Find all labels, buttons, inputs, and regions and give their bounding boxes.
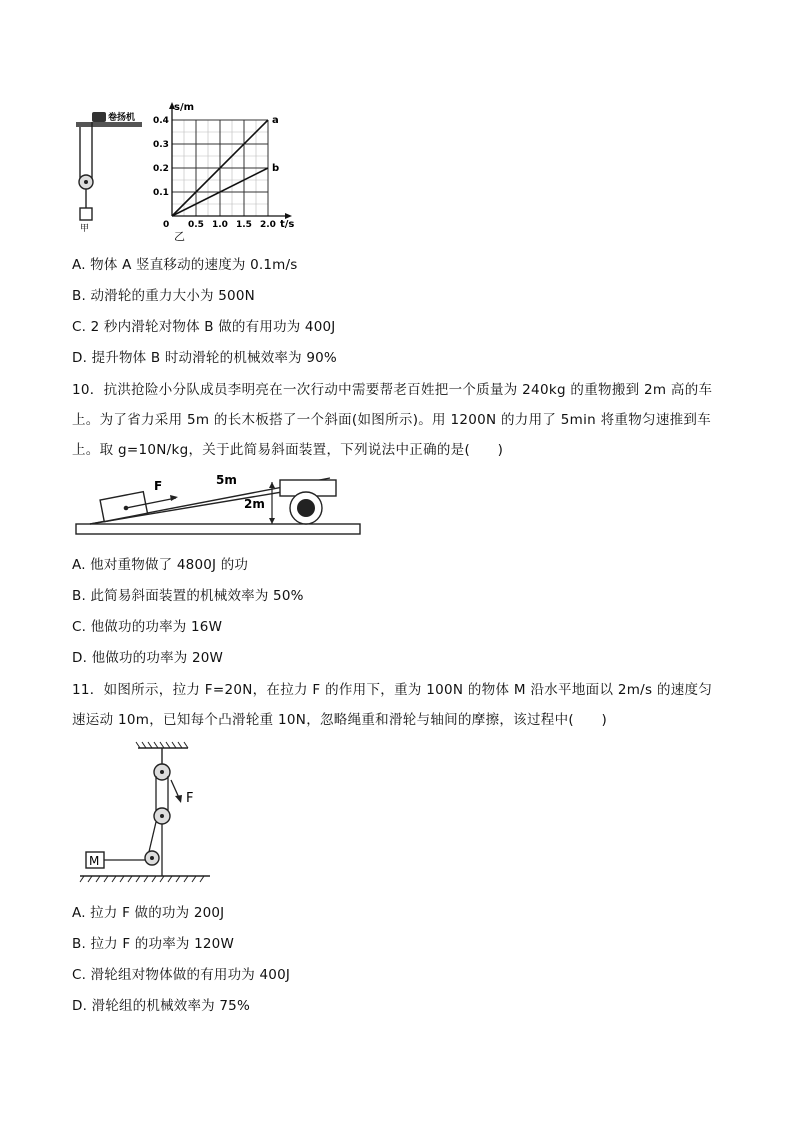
x-tick-label: 1.0 [212,220,228,230]
pull-force-label: F [186,791,194,806]
q11-option-d[interactable]: D. 滑轮组的机械效率为 75% [72,998,250,1014]
figure-yi-label: 乙 [174,230,185,243]
q9-option-d[interactable]: D. 提升物体 B 时动滑轮的机械效率为 90% [72,350,337,366]
winch-drum [92,112,106,122]
q10-incline-figure [74,470,364,540]
series-label-a: a [272,115,279,126]
height-label: 2m [244,497,265,511]
x-axis-label: t/s [280,219,295,230]
middle-pulley-axle [160,814,164,818]
st-graph [146,96,296,242]
q11-option-b[interactable]: B. 拉力 F 的功率为 120W [72,936,234,952]
q11-stem: 11．如图所示，拉力 F=20N，在拉力 F 的作用下，重为 100N 的物体 M 沿水平地面以 2m/s 的速度匀速运动 10m，已知每个凸滑轮重 10N，忽略绳重和滑轮与轴间的摩擦，该过程中( ) [72,682,713,728]
figure-jia-label: 甲 [80,224,90,234]
chart-labels [153,102,294,230]
q10-option-d[interactable]: D. 他做功的功率为 20W [72,650,224,666]
q9-option-b[interactable]: B. 动滑轮的重力大小为 500N [72,288,255,304]
truck-hub [297,499,315,517]
ground [76,524,360,534]
q9-option-c[interactable]: C. 2 秒内滑轮对物体 B 做的有用功为 400J [72,319,336,335]
y-tick-label: 0.2 [153,164,169,174]
fixed-pulley-axle [160,770,164,774]
q11-option-c[interactable]: C. 滑轮组对物体做的有用功为 400J [72,967,291,983]
pull-arrowhead [175,795,182,803]
y-tick-label: 0.1 [153,188,169,198]
floor-hatch [80,876,204,882]
x-tick-label: 2.0 [260,220,276,230]
q11-option-a[interactable]: A. 拉力 F 做的功为 200J [72,905,225,921]
x-tick-label: 0.5 [188,220,204,230]
q10-option-c[interactable]: C. 他做功的功率为 16W [72,619,223,635]
x-tick-label: 1.5 [236,220,252,230]
length-label: 5m [216,473,237,487]
height-arrow-top [269,482,275,488]
force-arrowhead [170,495,178,501]
q9-winch-figure [70,104,150,234]
series-label-b: b [272,163,280,174]
y-tick-label: 0.3 [153,140,169,150]
origin-label: 0 [163,220,170,230]
height-arrow-bottom [269,518,275,524]
object-m-label: M [89,854,100,868]
object-box [80,208,92,220]
q10-option-a[interactable]: A. 他对重物做了 4800J 的功 [72,557,249,573]
q9-option-a[interactable]: A. 物体 A 竖直移动的速度为 0.1m/s [72,257,298,273]
winch-label: 卷扬机 [108,113,136,123]
ceiling-hatch [136,742,188,748]
q11-pulley-figure [76,740,226,886]
pulley-axle [84,180,88,184]
q10-stem: 10．抗洪抢险小分队成员李明亮在一次行动中需要帮老百姓把一个质量为 240kg 的重物搬到 2m 高的车上。为了省力采用 5m 的长木板搭了一个斜面(如图所示)。用 1200N 的力用了 5min 将重物匀速推到车上。取 g=10N/kg，关于此简易斜面装置，下列说法中正确的是( ) [72,382,713,458]
crate [100,492,147,522]
q10-option-b[interactable]: B. 此简易斜面装置的机械效率为 50% [72,588,304,604]
y-axis-label: s/m [174,102,195,113]
bottom-pulley-axle [150,856,154,860]
y-tick-label: 0.4 [153,116,169,126]
force-label: F [154,479,163,493]
